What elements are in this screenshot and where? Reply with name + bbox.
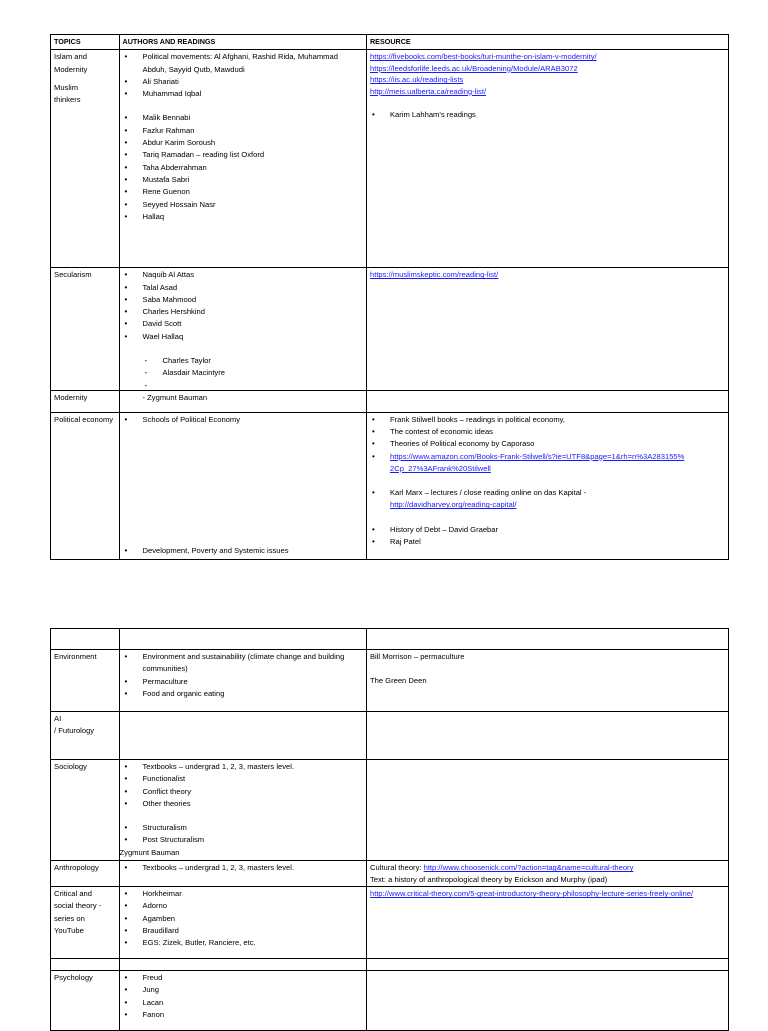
resource-cell (366, 650, 728, 712)
list-item: • Development, Poverty and Systemic issues (123, 545, 363, 557)
list-item: • Mustafa Sabri (123, 174, 363, 186)
resource-text: Karl Marx – lectures / close reading online on das Kapital - (389, 488, 587, 498)
list-item (370, 487, 725, 512)
resource-link[interactable]: http://www.critical-theory.com/5-great-introductory-theory-philosophy-lecture-series-freely-online/ (369, 889, 694, 899)
list-item: • Structuralism (123, 822, 363, 834)
list-item: • Raj Patel (370, 536, 725, 548)
resource-cell (366, 50, 728, 268)
resource-link[interactable]: http://meis.ualberta.ca/reading-list/ (369, 86, 487, 96)
topic-cell: Psychology (51, 971, 120, 1031)
list-item: • The contest of economic ideas (370, 426, 725, 438)
list-item: • Food and organic eating (123, 688, 363, 700)
list-item: • Saba Mahmood (123, 294, 363, 306)
topic-cell: Modernity (51, 390, 120, 412)
empty-row (51, 959, 729, 971)
row-political-economy (51, 412, 729, 559)
list-item: • Adorno (123, 900, 363, 912)
row-psychology (51, 971, 729, 1031)
topic-label: YouTube (54, 925, 84, 935)
authors-cell (119, 412, 366, 559)
list-item: • Taha Abderrahman (123, 162, 363, 174)
topic-cell (51, 712, 120, 760)
header-topics: TOPICS (51, 35, 120, 50)
list-item: • Schools of Political Economy (123, 414, 363, 426)
list-item: - Charles Taylor (123, 355, 363, 367)
list-item: • Ali Shariati (123, 76, 363, 88)
resource-link[interactable]: http://www.choosenick.com/?action=tag&name=cultural-theory (423, 863, 634, 873)
header-row (51, 35, 729, 50)
list-item: - Alasdair Macintyre (123, 367, 363, 379)
list-item (370, 451, 725, 476)
author-text: Zygmunt Bauman (119, 847, 180, 857)
resource-text: The Green Deen (369, 676, 427, 686)
resource-text: Bill Morrison – permaculture (369, 652, 465, 661)
list-item: • Political movements: Al Afghani, Rashid Rida, Muhammad Abduh, Sayyid Qutb, Mawdudi (123, 51, 363, 76)
list-item: • Lacan (123, 997, 363, 1009)
resource-link[interactable]: http://davidharvey.org/reading-capital/ (389, 500, 517, 510)
list-item: • Naquib Al Attas (123, 269, 363, 281)
resource-cell (366, 412, 728, 559)
list-item: • Agamben (123, 913, 363, 925)
list-item: • Permaculture (123, 676, 363, 688)
topic-label: Islam and Modernity (54, 52, 88, 74)
row-secularism (51, 268, 729, 390)
reading-table-2 (50, 628, 729, 1031)
topic-cell: Sociology (51, 760, 120, 861)
list-item: • Rene Guenon (123, 186, 363, 198)
resource-cell (366, 268, 728, 390)
resource-link[interactable]: https://leedsforlife.leeds.ac.uk/Broadening/Module/ARAB3072 (369, 63, 578, 73)
row-ai-futurology (51, 712, 729, 760)
list-item: • EGS: Zizek, Butler, Ranciere, etc. (123, 937, 363, 949)
resource-link[interactable]: https://www.amazon.com/Books-Frank-Stilwell/s?ie=UTF8&page=1&rh=n%3A283155%2Cp_27%3AFrank%20Stilwell (389, 451, 685, 473)
authors-cell (119, 971, 366, 1031)
row-islam-modernity (51, 50, 729, 268)
list-item: • Seyyed Hossain Nasr (123, 199, 363, 211)
authors-cell (119, 268, 366, 390)
resource-text: Cultural theory: (369, 863, 424, 873)
list-item: • Textbooks – undergrad 1, 2, 3, masters level. (123, 761, 363, 773)
resource-cell (366, 390, 728, 412)
list-item: • Abdur Karim Soroush (123, 137, 363, 149)
list-item: • Malik Bennabi (123, 112, 363, 124)
list-item: • Theories of Political economy by Caporaso (370, 438, 725, 450)
authors-cell (119, 390, 366, 412)
header-resource: RESOURCE (366, 35, 728, 50)
list-item: • Wael Hallaq (123, 331, 363, 343)
topic-label: Muslim thinkers (54, 82, 81, 105)
topic-label: / Futurology (54, 726, 95, 736)
list-item: • Fanon (123, 1009, 363, 1021)
topic-cell: Political economy (51, 412, 120, 559)
list-item: • Environment and sustainability (climate change and building communities) (123, 651, 363, 676)
list-item: • Hallaq (123, 211, 363, 223)
list-item: • Frank Stilwell books – readings in political economy, (370, 414, 725, 426)
authors-cell (119, 760, 366, 861)
list-item: • Functionalist (123, 773, 363, 785)
header-authors: AUTHORS AND READINGS (119, 35, 366, 50)
list-item (123, 380, 363, 389)
list-item: • Jung (123, 984, 363, 996)
list-item: • Karim Lahham's readings (370, 109, 725, 121)
topic-cell: Secularism (51, 268, 120, 390)
list-item: • Talal Asad (123, 282, 363, 294)
topic-label: Critical and (54, 889, 92, 899)
list-item: • Textbooks – undergrad 1, 2, 3, masters level. (123, 862, 363, 874)
list-item: • Other theories (123, 798, 363, 810)
reading-table-1 (50, 34, 729, 560)
empty-row (51, 629, 729, 650)
author-text: - Zygmunt Bauman (142, 392, 208, 402)
resource-link[interactable]: https://fivebooks.com/best-books/turi-munthe-on-islam-v-modernity/ (369, 52, 597, 62)
topic-label: AI (54, 714, 62, 723)
authors-cell (119, 887, 366, 959)
resource-link[interactable]: https://iis.ac.uk/reading-lists (369, 75, 464, 85)
row-environment (51, 650, 729, 712)
topic-cell (51, 887, 120, 959)
topic-cell (51, 50, 120, 268)
list-item: • Conflict theory (123, 786, 363, 798)
row-sociology (51, 760, 729, 861)
list-item: • Horkheimar (123, 888, 363, 900)
list-item: • Freud (123, 972, 363, 984)
row-anthropology (51, 861, 729, 887)
resource-link[interactable]: https://muslimskeptic.com/reading-list/ (369, 270, 499, 280)
list-item: • Fazlur Rahman (123, 125, 363, 137)
list-item: • Charles Hershkind (123, 306, 363, 318)
authors-cell (119, 861, 366, 887)
row-modernity (51, 390, 729, 412)
topic-label: series on (54, 913, 85, 923)
row-critical-theory (51, 887, 729, 959)
list-item: • Muhammad Iqbal (123, 88, 363, 100)
list-item: • History of Debt – David Graebar (370, 524, 725, 536)
list-item: • Post Structuralism (123, 834, 363, 846)
resource-text: Text: a history of anthropological theory by Erickson and Murphy (ipad) (369, 874, 608, 884)
topic-cell: Environment (51, 650, 120, 712)
authors-cell (119, 50, 366, 268)
list-item: • Braudillard (123, 925, 363, 937)
list-item: • David Scott (123, 318, 363, 330)
list-item: • Tariq Ramadan – reading list Oxford (123, 149, 363, 161)
authors-cell (119, 650, 366, 712)
resource-cell (366, 861, 728, 887)
resource-cell (366, 887, 728, 959)
topic-label: social theory - (54, 901, 102, 911)
topic-cell: Anthropology (51, 861, 120, 887)
